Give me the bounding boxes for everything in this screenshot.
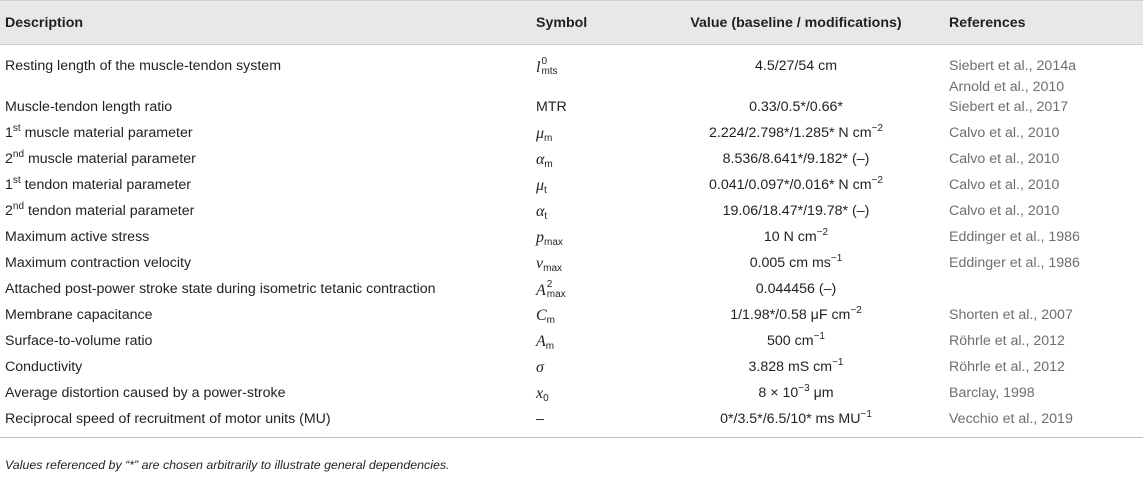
cell-symbol: A 2 max: [536, 279, 566, 300]
cell-symbol: $C_m$: [536, 307, 556, 326]
table-row: [0, 124, 1143, 150]
cell-value: 0.044456 (–): [755, 281, 837, 297]
cell-description: Surface-to-volume ratio: [5, 333, 153, 349]
cell-value: 3.828 mS $cm^{-1}$: [748, 357, 844, 375]
table-row: [0, 150, 1143, 176]
cell-description: Resting length of the muscle-tendon system: [5, 58, 282, 74]
cell-value: 0.33/0.5*/0.66*: [749, 99, 843, 115]
cell-description: Attached post-power stroke state during isometric tetanic contraction: [5, 281, 436, 297]
cell-reference: Eddinger et al., 1986: [949, 229, 1080, 245]
table-row: [0, 228, 1143, 254]
table-row: [0, 45, 1143, 99]
cell-symbol: $A_m$: [536, 333, 555, 352]
cell-value: 4.5/27/54 cm: [754, 58, 838, 74]
table-row: [0, 176, 1143, 202]
header-symbol: Symbol: [534, 1, 645, 45]
cell-description: 2nd muscle material parameter: [5, 149, 196, 167]
cell-description: Maximum active stress: [5, 229, 150, 245]
cell-symbol: σ: [536, 359, 544, 376]
cell-description: 2nd tendon material parameter: [5, 201, 195, 219]
cell-value: $8 \times 10^{-3}$ μm: [758, 383, 834, 401]
cell-reference: Eddinger et al., 1986: [949, 255, 1080, 271]
table-row: [0, 98, 1143, 124]
cell-symbol: MTR: [536, 99, 567, 115]
cell-reference: Röhrle et al., 2012: [949, 359, 1065, 375]
cell-description: Maximum contraction velocity: [5, 255, 192, 271]
cell-reference: Calvo et al., 2010: [949, 151, 1060, 167]
header-value: Value (baseline / modifications): [645, 1, 947, 45]
cell-reference: Calvo et al., 2010: [949, 177, 1060, 193]
table-row: [0, 306, 1143, 332]
cell-symbol: $\alpha_t$: [536, 203, 548, 222]
cell-description: 1st muscle material parameter: [5, 123, 193, 141]
table-row: [0, 202, 1143, 228]
cell-reference: [947, 280, 1143, 306]
header-description: Description: [0, 1, 534, 45]
cell-description: Membrane capacitance: [5, 307, 153, 323]
cell-symbol: l 0 mts: [536, 56, 558, 77]
cell-description: 1st tendon material parameter: [5, 175, 192, 193]
cell-reference: Siebert et al., 2014a Arnold et al., 2010: [949, 58, 1076, 95]
cell-value: 10 N $cm^{-2}$: [763, 227, 829, 245]
cell-value: 2.224/2.798*/1.285* N $cm^{-2}$: [709, 123, 883, 141]
table-footnote: Values referenced by “*” are chosen arbitrarily to illustrate general dependencies.: [5, 458, 450, 472]
cell-reference: Calvo et al., 2010: [949, 203, 1060, 219]
cell-symbol: $v_{max}$: [536, 255, 563, 274]
table-row: [0, 410, 1143, 438]
cell-symbol: $x_0$: [536, 385, 549, 404]
header-references: References: [947, 1, 1143, 45]
cell-description: Reciprocal speed of recruitment of motor units (MU): [0, 410, 534, 438]
cell-value: 0.041/0.097*/0.016* N $cm^{-2}$: [709, 175, 883, 193]
cell-reference: Röhrle et al., 2012: [949, 333, 1065, 349]
table-row: [0, 280, 1143, 306]
cell-symbol: $\mu_m$: [536, 125, 553, 144]
cell-reference: Shorten et al., 2007: [949, 307, 1073, 323]
table-body: [0, 45, 1143, 438]
cell-symbol: $\alpha_m$: [536, 151, 553, 170]
cell-symbol: $p_{max}$: [536, 229, 563, 248]
cell-symbol: $\mu_t$: [536, 177, 547, 196]
table-row: [0, 384, 1143, 410]
cell-value: 0.005 cm $ms^{-1}$: [749, 253, 843, 271]
table-row: [0, 254, 1143, 280]
table-row: [0, 358, 1143, 384]
cell-value: 19.06/18.47*/19.78* (–): [722, 203, 870, 219]
table-header: [0, 1, 1143, 45]
cell-value: 1/1.98*/0.58 μF $cm^{-2}$: [730, 305, 862, 323]
cell-description: Conductivity: [5, 359, 83, 375]
cell-reference: Siebert et al., 2017: [949, 99, 1069, 115]
cell-description: Muscle-tendon length ratio: [5, 99, 173, 115]
cell-value: 8.536/8.641*/9.182* (–): [722, 151, 870, 167]
cell-reference: Vecchio et al., 2019: [947, 410, 1143, 438]
cell-symbol: –: [534, 410, 645, 438]
cell-value: 500 $cm^{-1}$: [767, 331, 825, 349]
table-row: [0, 332, 1143, 358]
cell-reference: Calvo et al., 2010: [949, 125, 1060, 141]
cell-description: Average distortion caused by a power-stroke: [5, 385, 286, 401]
cell-value: 0*/3.5*/6.5/10* ms $MU^{-1}$: [645, 410, 947, 438]
cell-reference: Barclay, 1998: [949, 385, 1035, 401]
